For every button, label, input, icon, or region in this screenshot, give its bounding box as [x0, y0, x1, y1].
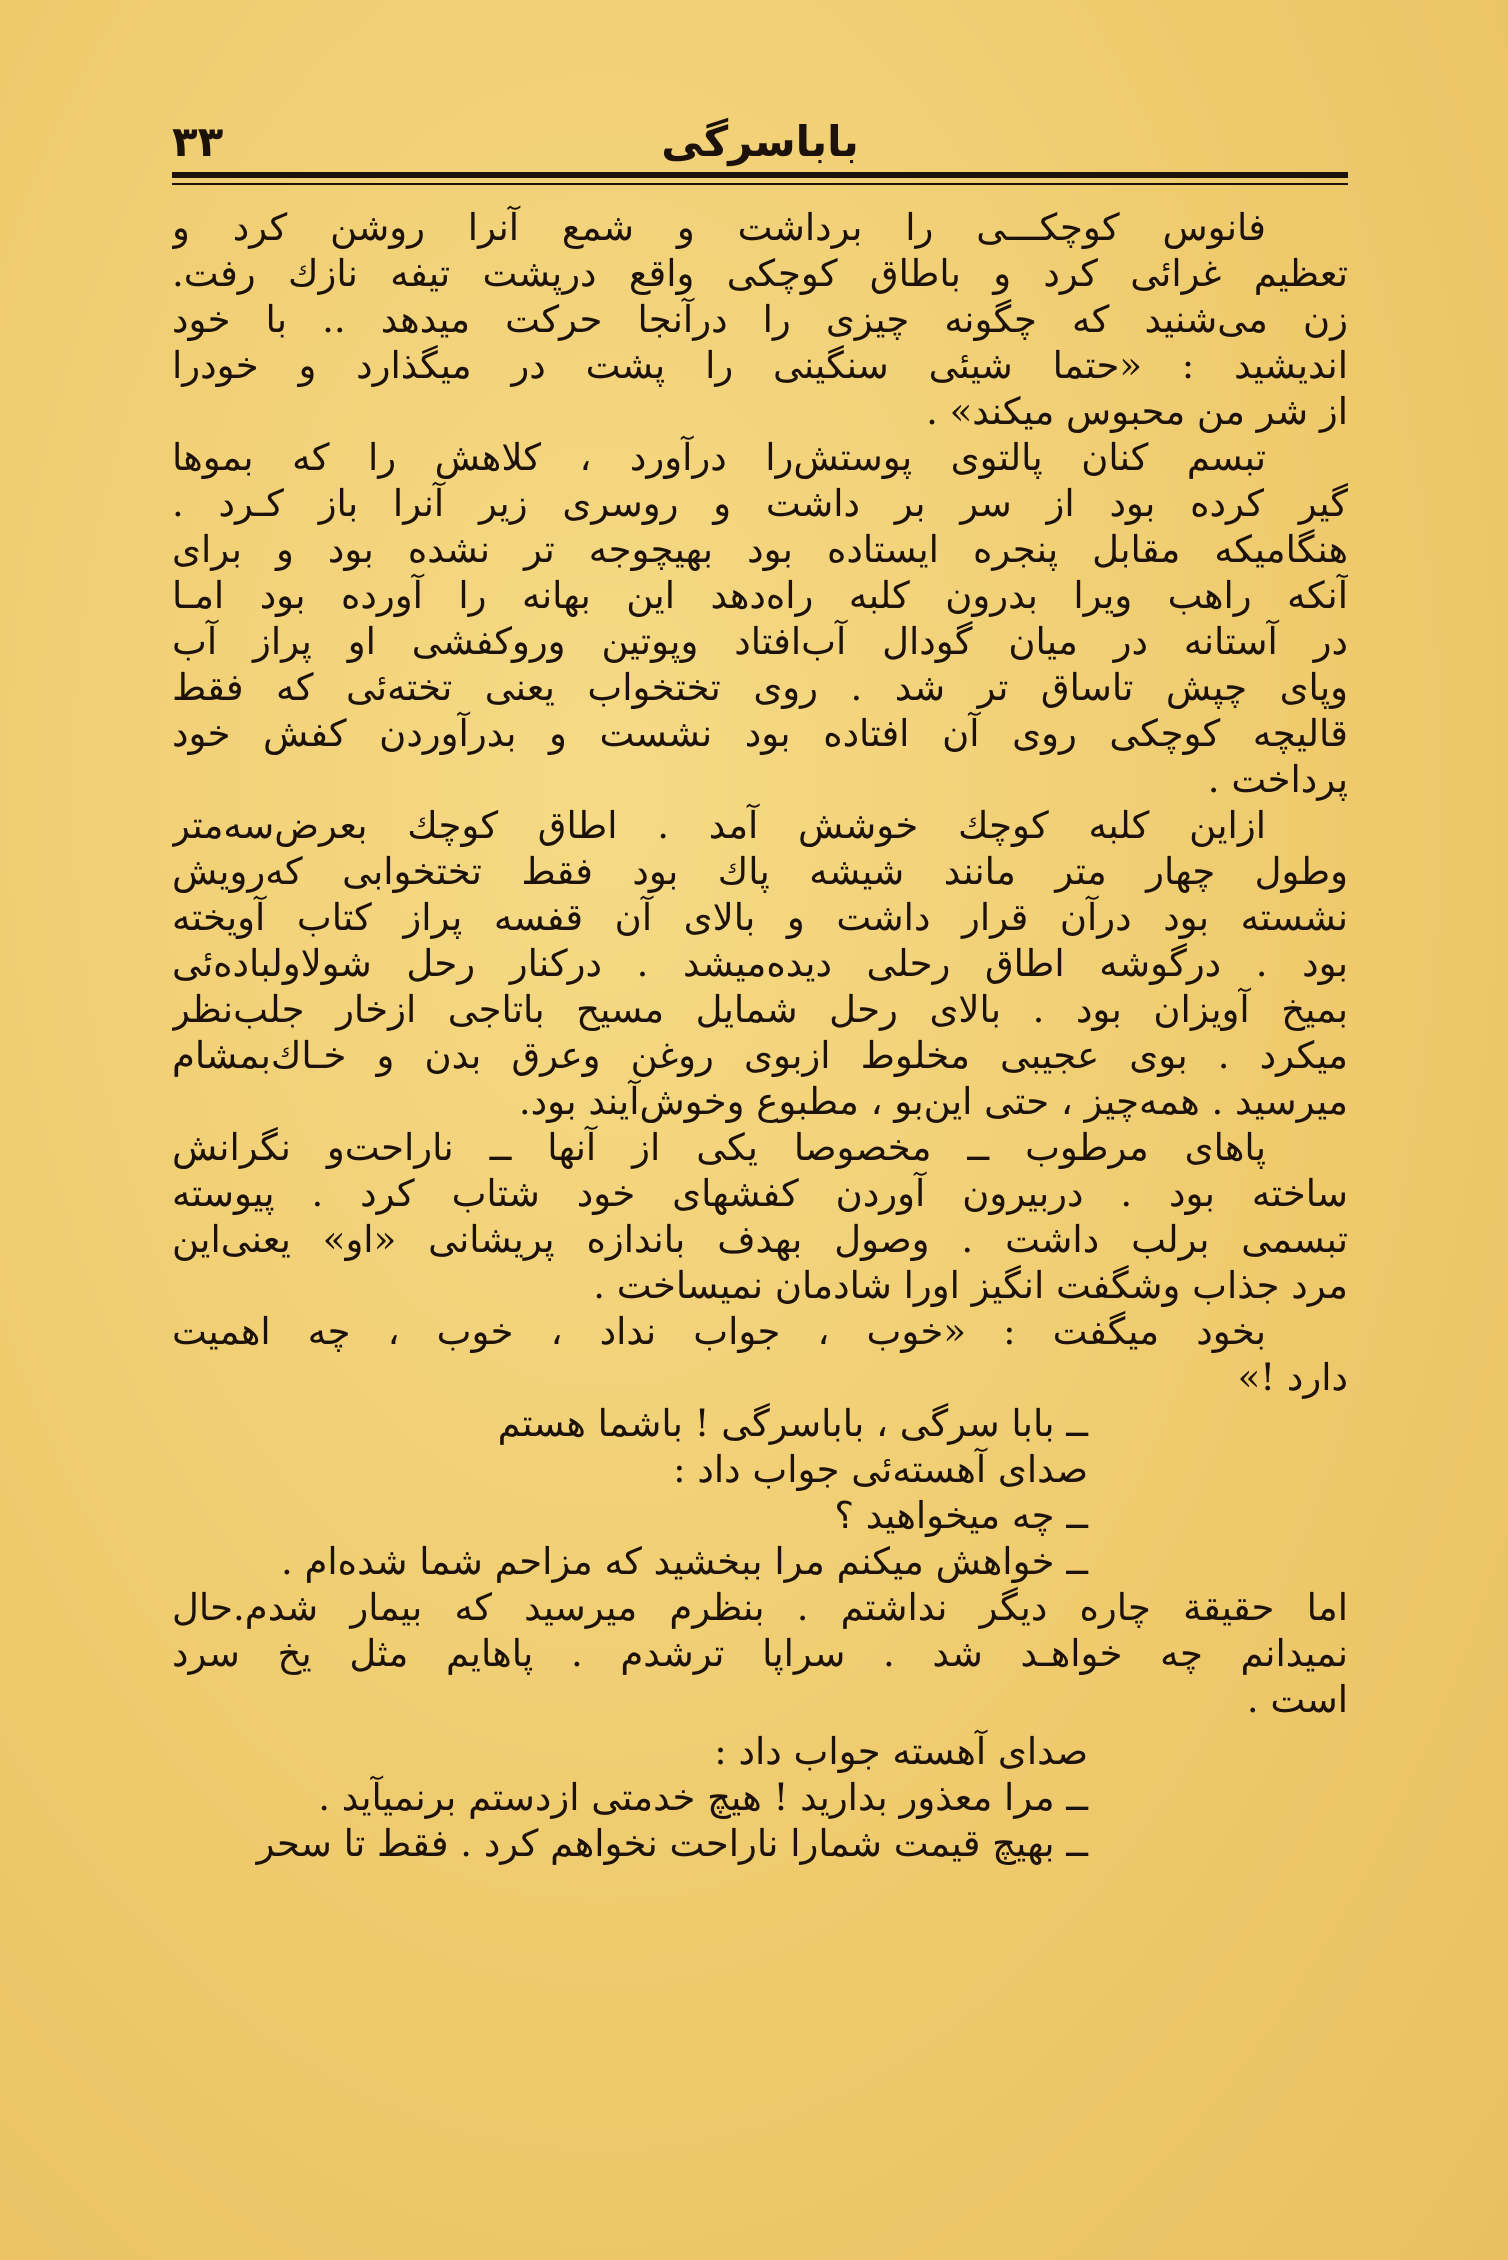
- header-rule-thin: [172, 183, 1348, 185]
- text-line: است .: [1246, 1678, 1348, 1721]
- text-line: قالیچه کوچکی روی آن افتاده بود نشست و بدرآوردن کفش خود: [172, 712, 1348, 755]
- text-line: در آستانه در میان گودال آب‌افتاد وپوتین وروکفشی او پراز آب: [172, 620, 1348, 663]
- text-line: از شر من محبوس میکند» .: [926, 390, 1348, 433]
- body-text: [172, 205, 1348, 1867]
- text-line: هنگامیکه مقابل پنجره ایستاده بود بهیچوجه تر نشده بود و برای: [172, 528, 1348, 571]
- text-line: دارد !»: [1237, 1356, 1348, 1399]
- dialog-line: ــ خواهش میکنم مرا ببخشید که مزاحم شما شده‌ام .: [280, 1540, 1088, 1583]
- text-line: تبسم کنان پالتوی پوستش‌را درآورد ، کلاهش را که بموها: [172, 436, 1266, 479]
- text-line: بود . درگوشه اطاق رحلی دیده‌میشد . درکنار رحل شولاولباده‌ئی: [172, 942, 1348, 985]
- running-title: باباسرگی: [661, 117, 859, 166]
- dialog-line: ــ بابا سرگی ، باباسرگی ! باشما هستم: [497, 1402, 1088, 1445]
- dialog-line: صدای آهسته‌ئی جواب داد :: [673, 1448, 1088, 1491]
- dialog-line: ــ مرا معذور بدارید ! هیچ خدمتی ازدستم برنمیآید .: [318, 1776, 1088, 1819]
- text-line: میکرد . بوی عجیبی مخلوط ازبوی روغن وعرق بدن و خـاك‌بمشام: [172, 1034, 1348, 1077]
- text-line: نشسته بود درآن قرار داشت و بالای آن قفسه پراز کتاب آویخته: [172, 896, 1348, 939]
- text-line: نمیدانم چه خواهـد شد . سراپا ترشدم . پاهایم مثل یخ سرد: [172, 1632, 1348, 1675]
- text-line: تعظیم غرائی کرد و باطاق کوچکی واقع درپشت تیفه نازك رفت.: [172, 252, 1348, 295]
- text-line: بمیخ آویزان بود . بالای رحل شمایل مسیح باتاجی ازخار جلب‌نظر: [172, 988, 1348, 1031]
- text-line: وپای چپش تاساق تر شد . روی تختخواب یعنی تخته‌ئی که فقط: [172, 666, 1348, 709]
- text-line: وطول چهار متر مانند شیشه پاك بود فقط تختخوابی که‌رویش: [172, 850, 1348, 893]
- dialog-line: صدای آهسته جواب داد :: [714, 1730, 1088, 1773]
- text-line: تبسمی برلب داشت . وصول بهدف باندازه پریشانی «او» یعنی‌این: [172, 1218, 1348, 1261]
- text-line: گیر کرده بود از سر بر داشت و روسری زیر آنرا باز کـرد .: [172, 482, 1348, 525]
- text-line: فانوس کوچکـــی را برداشت و شمع آنرا روشن کرد و: [172, 206, 1266, 249]
- dialog-line: ــ بهیچ قیمت شمارا ناراحت نخواهم کرد . فقط تا سحر: [256, 1822, 1088, 1865]
- text-line: پاهای مرطوب ــ مخصوصا یکی از آنها ــ ناراحت‌و نگرانش: [172, 1126, 1266, 1169]
- text-line: پرداخت .: [1207, 758, 1348, 801]
- text-line: ازاین کلبه کوچك خوشش آمد . اطاق کوچك بعرض‌سه‌متر: [172, 804, 1266, 847]
- text-line: میرسید . همه‌چیز ، حتی این‌بو ، مطبوع وخوش‌آیند بود.: [518, 1080, 1348, 1123]
- text-line: مرد جذاب وشگفت انگیز اورا شادمان نمیساخت .: [593, 1264, 1348, 1307]
- text-line: اندیشید : «حتما شیئی سنگینی را پشت در میگذارد و خودرا: [172, 344, 1348, 387]
- page-number: ۳۳: [172, 117, 224, 166]
- text-line: بخود میگفت : «خوب ، جواب نداد ، خوب ، چه اهمیت: [172, 1310, 1266, 1353]
- text-line: زن می‌شنید که چگونه چیزی را درآنجا حرکت میدهد .. با خود: [172, 298, 1348, 341]
- text-line: آنکه راهب ویرا بدرون کلبه راه‌دهد این بهانه را آورده بود امـا: [172, 574, 1348, 617]
- text-line: اما حقیقة چاره دیگر نداشتم . بنظرم میرسید که بیمار شدم.حال: [172, 1586, 1348, 1629]
- text-line: ساخته بود . دربیرون آوردن کفشهای خود شتاب کرد . پیوسته: [172, 1172, 1348, 1215]
- dialog-line: ــ چه میخواهید ؟: [834, 1494, 1088, 1537]
- header-rule-thick: [172, 172, 1348, 178]
